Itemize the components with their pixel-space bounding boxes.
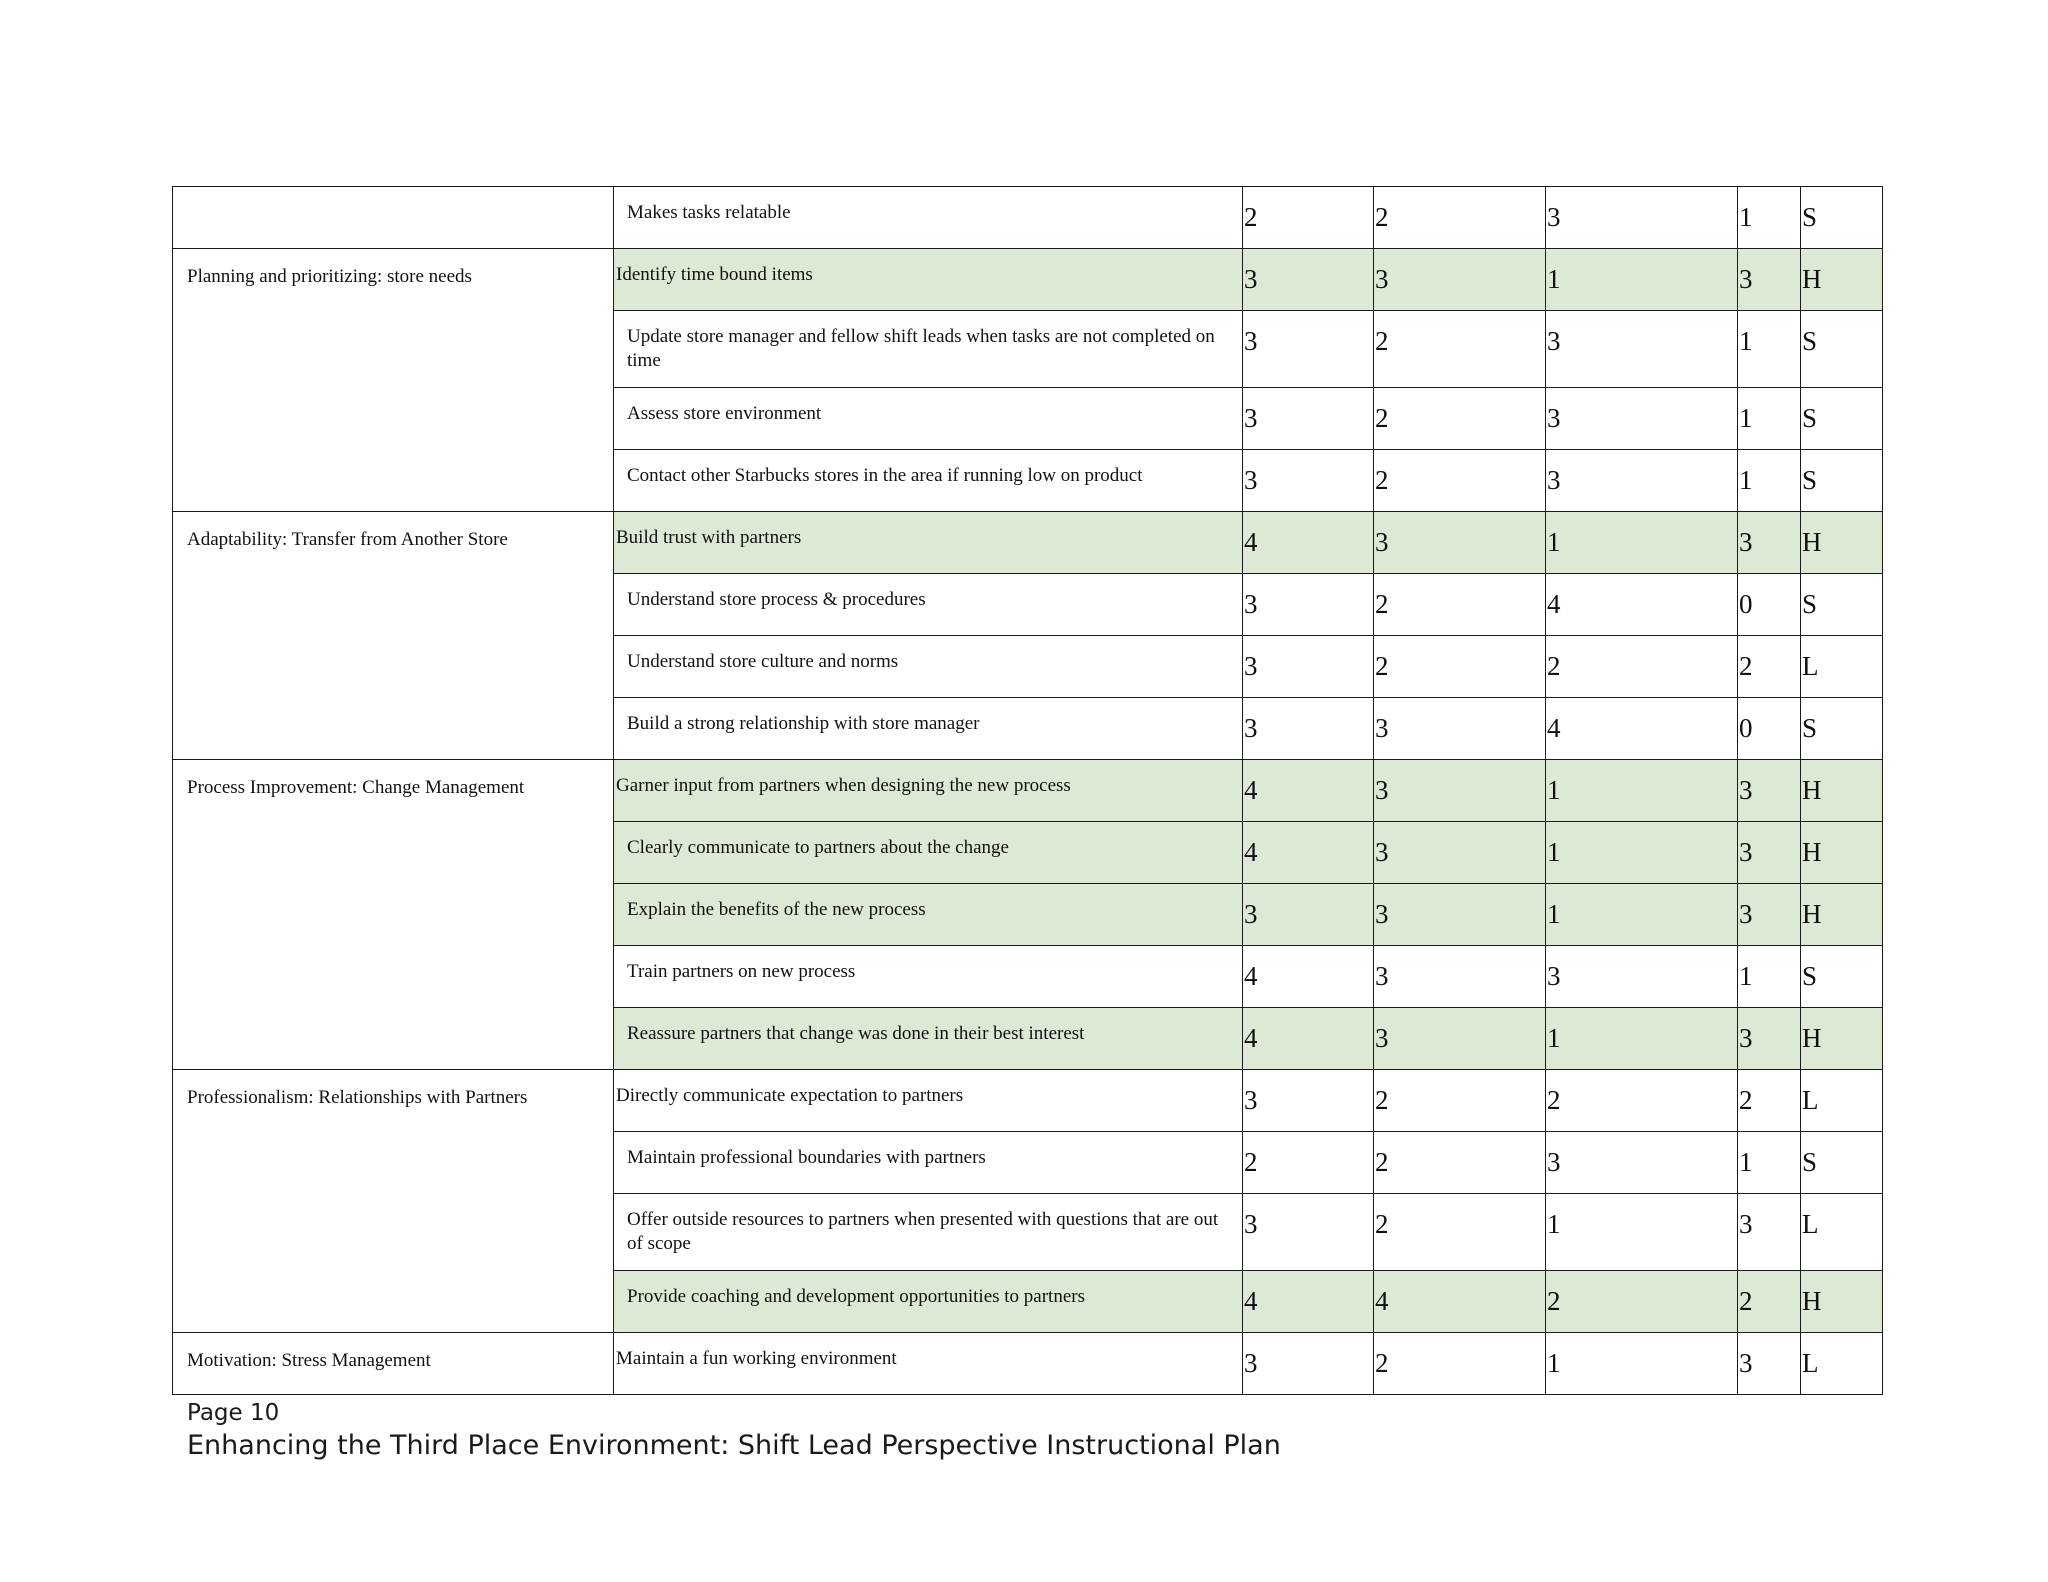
rating-cell: H (1801, 1271, 1883, 1333)
value-cell: 3 (1374, 822, 1546, 884)
rating-cell: H (1801, 884, 1883, 946)
value-cell: 2 (1374, 1070, 1546, 1132)
task-cell: Provide coaching and development opportunities to partners (614, 1271, 1243, 1333)
rating-cell: S (1801, 1132, 1883, 1194)
value-cell: 3 (1738, 1008, 1801, 1070)
value-cell: 4 (1243, 512, 1374, 574)
task-cell: Build a strong relationship with store manager (614, 698, 1243, 760)
value-cell: 2 (1374, 1132, 1546, 1194)
task-cell: Offer outside resources to partners when presented with questions that are out of scope (614, 1194, 1243, 1271)
task-cell: Reassure partners that change was done in their best interest (614, 1008, 1243, 1070)
value-cell: 3 (1243, 574, 1374, 636)
value-cell: 1 (1546, 884, 1738, 946)
rating-cell: S (1801, 311, 1883, 388)
value-cell: 3 (1546, 946, 1738, 1008)
value-cell: 4 (1243, 1008, 1374, 1070)
value-cell: 0 (1738, 574, 1801, 636)
value-cell: 3 (1374, 249, 1546, 311)
value-cell: 4 (1243, 946, 1374, 1008)
value-cell: 1 (1738, 187, 1801, 249)
table-row (173, 187, 1883, 249)
value-cell: 3 (1374, 512, 1546, 574)
value-cell: 3 (1374, 1008, 1546, 1070)
value-cell: 3 (1243, 450, 1374, 512)
rating-cell: L (1801, 636, 1883, 698)
competency-cell: Adaptability: Transfer from Another Store (173, 512, 614, 760)
rating-cell: S (1801, 187, 1883, 249)
task-cell: Update store manager and fellow shift leads when tasks are not completed on time (614, 311, 1243, 388)
rating-cell: S (1801, 574, 1883, 636)
value-cell: 1 (1738, 1132, 1801, 1194)
value-cell: 3 (1243, 884, 1374, 946)
value-cell: 4 (1546, 698, 1738, 760)
rating-cell: L (1801, 1070, 1883, 1132)
rating-cell: H (1801, 1008, 1883, 1070)
value-cell: 1 (1546, 1194, 1738, 1271)
value-cell: 3 (1738, 1194, 1801, 1271)
value-cell: 1 (1546, 760, 1738, 822)
value-cell: 1 (1546, 822, 1738, 884)
document-footer-title: Enhancing the Third Place Environment: Shift Lead Perspective Instructional Plan (187, 1430, 1281, 1461)
value-cell: 3 (1243, 311, 1374, 388)
value-cell: 3 (1738, 512, 1801, 574)
value-cell: 3 (1243, 698, 1374, 760)
value-cell: 0 (1738, 698, 1801, 760)
value-cell: 3 (1546, 388, 1738, 450)
task-cell: Makes tasks relatable (614, 187, 1243, 249)
task-cell: Explain the benefits of the new process (614, 884, 1243, 946)
task-cell: Clearly communicate to partners about the change (614, 822, 1243, 884)
rating-cell: H (1801, 760, 1883, 822)
rating-cell: S (1801, 946, 1883, 1008)
value-cell: 2 (1374, 388, 1546, 450)
value-cell: 4 (1374, 1271, 1546, 1333)
value-cell: 3 (1738, 884, 1801, 946)
task-cell: Maintain professional boundaries with partners (614, 1132, 1243, 1194)
value-cell: 2 (1546, 636, 1738, 698)
value-cell: 1 (1546, 1008, 1738, 1070)
competency-cell: Planning and prioritizing: store needs (173, 249, 614, 512)
page-number: Page 10 (187, 1400, 280, 1426)
value-cell: 3 (1546, 187, 1738, 249)
table-row (173, 249, 1883, 311)
value-cell: 3 (1243, 1070, 1374, 1132)
value-cell: 2 (1738, 636, 1801, 698)
rating-cell: H (1801, 512, 1883, 574)
value-cell: 3 (1243, 388, 1374, 450)
value-cell: 2 (1738, 1271, 1801, 1333)
value-cell: 3 (1546, 1132, 1738, 1194)
value-cell: 1 (1738, 388, 1801, 450)
value-cell: 2 (1374, 574, 1546, 636)
value-cell: 2 (1738, 1070, 1801, 1132)
value-cell: 2 (1374, 1333, 1546, 1395)
value-cell: 2 (1374, 450, 1546, 512)
value-cell: 4 (1243, 822, 1374, 884)
task-cell: Identify time bound items (614, 249, 1243, 311)
table-row (173, 512, 1883, 574)
value-cell: 3 (1374, 884, 1546, 946)
task-cell: Understand store process & procedures (614, 574, 1243, 636)
value-cell: 4 (1546, 574, 1738, 636)
value-cell: 3 (1243, 249, 1374, 311)
value-cell: 3 (1243, 1194, 1374, 1271)
value-cell: 2 (1374, 1194, 1546, 1271)
value-cell: 3 (1374, 760, 1546, 822)
task-cell: Contact other Starbucks stores in the area if running low on product (614, 450, 1243, 512)
value-cell: 2 (1546, 1070, 1738, 1132)
task-cell: Maintain a fun working environment (614, 1333, 1243, 1395)
task-cell: Assess store environment (614, 388, 1243, 450)
value-cell: 3 (1738, 249, 1801, 311)
rating-cell: S (1801, 450, 1883, 512)
value-cell: 1 (1546, 249, 1738, 311)
value-cell: 3 (1738, 822, 1801, 884)
value-cell: 3 (1738, 1333, 1801, 1395)
competency-cell: Professionalism: Relationships with Partners (173, 1070, 614, 1333)
value-cell: 1 (1546, 1333, 1738, 1395)
competency-cell: Motivation: Stress Management (173, 1333, 614, 1395)
task-analysis-table (172, 186, 1883, 1395)
value-cell: 3 (1374, 946, 1546, 1008)
task-cell: Train partners on new process (614, 946, 1243, 1008)
value-cell: 2 (1374, 187, 1546, 249)
table-row (173, 1070, 1883, 1132)
value-cell: 1 (1738, 946, 1801, 1008)
value-cell: 4 (1243, 1271, 1374, 1333)
task-cell: Garner input from partners when designing the new process (614, 760, 1243, 822)
competency-cell (173, 187, 614, 249)
value-cell: 3 (1374, 698, 1546, 760)
task-cell: Directly communicate expectation to partners (614, 1070, 1243, 1132)
table-row (173, 760, 1883, 822)
value-cell: 2 (1243, 1132, 1374, 1194)
value-cell: 1 (1546, 512, 1738, 574)
rating-cell: H (1801, 822, 1883, 884)
task-cell: Build trust with partners (614, 512, 1243, 574)
table-row (173, 1333, 1883, 1395)
rating-cell: L (1801, 1194, 1883, 1271)
value-cell: 1 (1738, 311, 1801, 388)
value-cell: 3 (1243, 1333, 1374, 1395)
rating-cell: H (1801, 249, 1883, 311)
value-cell: 2 (1374, 636, 1546, 698)
rating-cell: S (1801, 388, 1883, 450)
value-cell: 2 (1546, 1271, 1738, 1333)
value-cell: 1 (1738, 450, 1801, 512)
value-cell: 3 (1738, 760, 1801, 822)
value-cell: 3 (1546, 450, 1738, 512)
value-cell: 3 (1243, 636, 1374, 698)
value-cell: 2 (1243, 187, 1374, 249)
task-cell: Understand store culture and norms (614, 636, 1243, 698)
competency-cell: Process Improvement: Change Management (173, 760, 614, 1070)
rating-cell: L (1801, 1333, 1883, 1395)
value-cell: 2 (1374, 311, 1546, 388)
rating-cell: S (1801, 698, 1883, 760)
value-cell: 4 (1243, 760, 1374, 822)
value-cell: 3 (1546, 311, 1738, 388)
